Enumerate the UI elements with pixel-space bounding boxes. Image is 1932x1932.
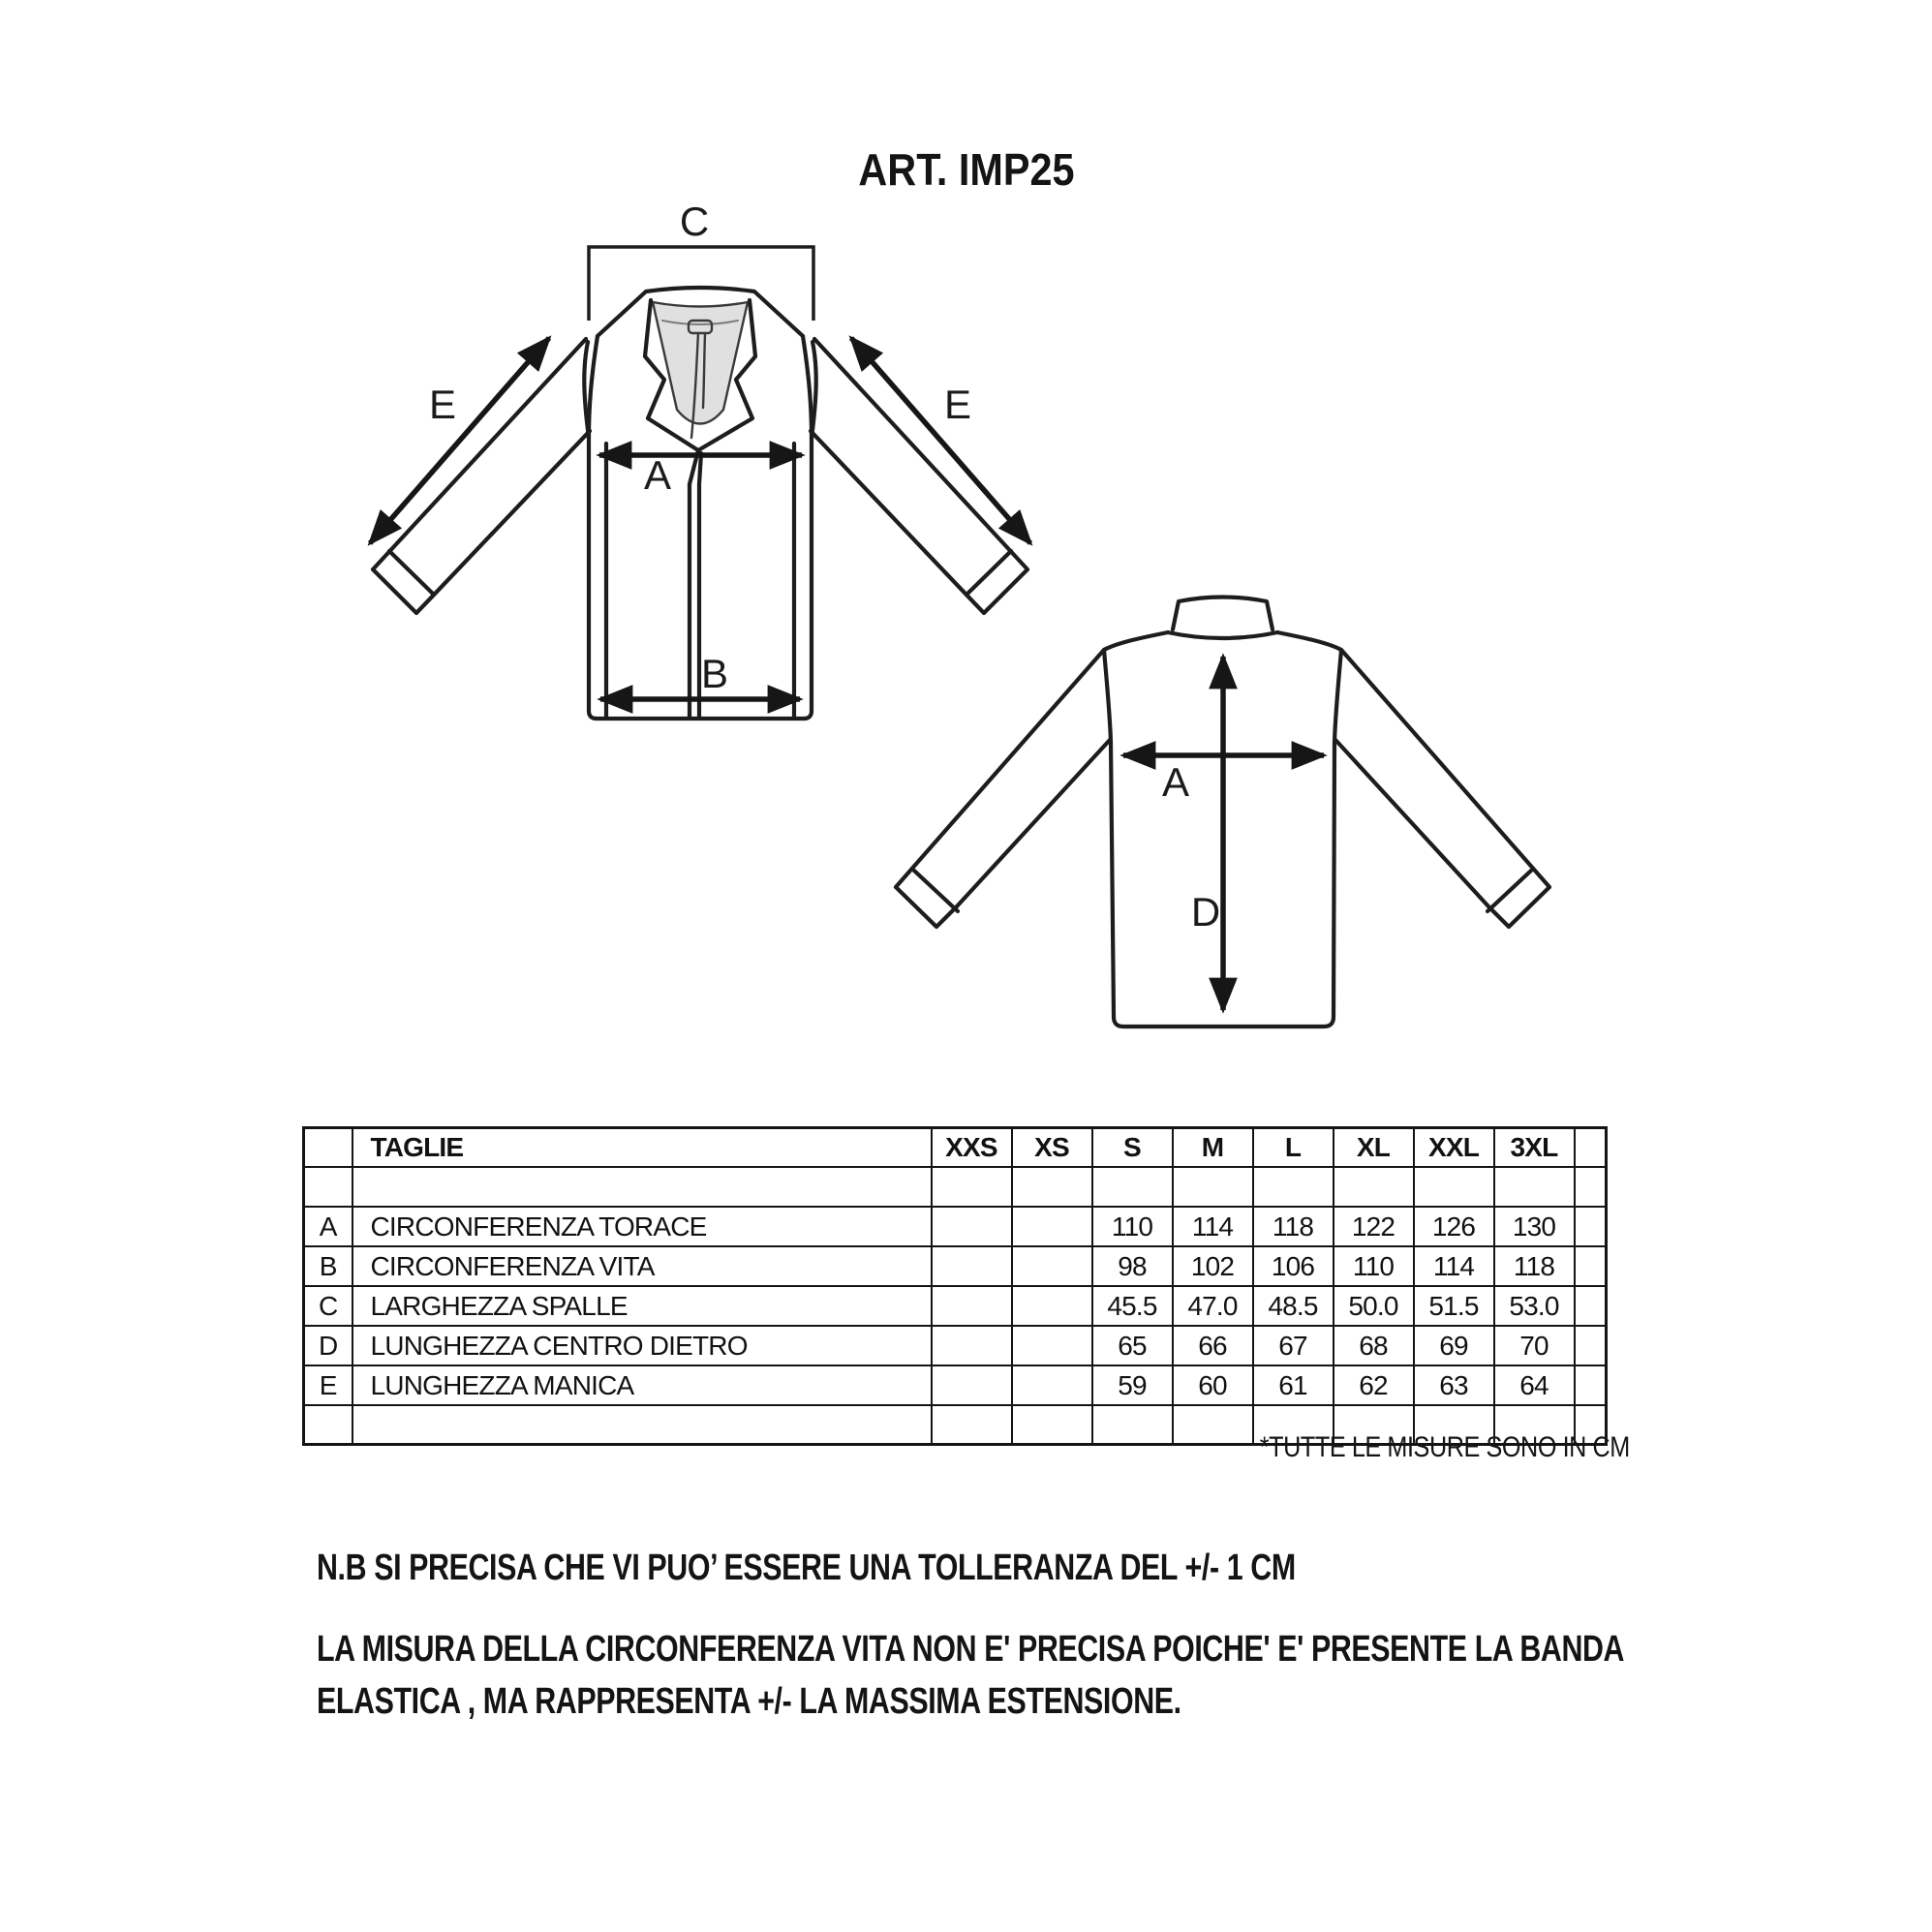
measure-value: 114 — [1414, 1246, 1494, 1286]
measure-label: LUNGHEZZA MANICA — [353, 1365, 932, 1405]
front-view-drawing — [370, 199, 1030, 719]
note-waist-line1: LA MISURA DELLA CIRCONFERENZA VITA NON E' PRECISA POICHE' E' PRESENTE LA BANDA — [317, 1629, 1625, 1670]
measure-value: 110 — [1334, 1246, 1414, 1286]
units-footnote: *TUTTE LE MISURE SONO IN CM — [1259, 1431, 1630, 1463]
column-header-empty — [1575, 1128, 1607, 1168]
sleeve-length-arrow-right — [851, 338, 1030, 543]
measure-value: 47.0 — [1173, 1286, 1253, 1326]
measure-letter: C — [304, 1286, 353, 1326]
measure-value: 53.0 — [1494, 1286, 1575, 1326]
front-sleeve-left — [373, 339, 590, 613]
spacer-cell — [932, 1405, 1012, 1445]
measure-value: 51.5 — [1414, 1286, 1494, 1326]
measure-value: 98 — [1092, 1246, 1173, 1286]
spacer-cell — [1414, 1167, 1494, 1207]
measure-value: 67 — [1253, 1326, 1334, 1365]
column-header-taglie: TAGLIE — [353, 1128, 932, 1168]
measure-value: 118 — [1253, 1207, 1334, 1246]
label-a-front: A — [643, 452, 672, 498]
column-header-empty — [304, 1128, 353, 1168]
measure-value: 68 — [1334, 1326, 1414, 1365]
measure-value: 60 — [1173, 1365, 1253, 1405]
table-row-c — [304, 1286, 1607, 1326]
column-header-size: XXS — [932, 1128, 1012, 1168]
measure-value: 66 — [1173, 1326, 1253, 1365]
measure-value: 48.5 — [1253, 1286, 1334, 1326]
measure-value: 130 — [1494, 1207, 1575, 1246]
measure-letter: D — [304, 1326, 353, 1365]
measure-value: 61 — [1253, 1365, 1334, 1405]
spacer-cell — [304, 1167, 353, 1207]
column-header-size: 3XL — [1494, 1128, 1575, 1168]
back-view-drawing — [896, 598, 1549, 1027]
sleeve-length-arrow-left — [370, 338, 549, 543]
measure-label: CIRCONFERENZA TORACE — [353, 1207, 932, 1246]
measure-label: CIRCONFERENZA VITA — [353, 1246, 932, 1286]
label-a-back: A — [1161, 759, 1190, 805]
table-row-b — [304, 1246, 1607, 1286]
measure-value: 102 — [1173, 1246, 1253, 1286]
spacer-cell — [1092, 1405, 1173, 1445]
spacer-cell — [1334, 1167, 1414, 1207]
spacer-cell — [1253, 1167, 1334, 1207]
measure-value — [1012, 1207, 1092, 1246]
measure-value: 65 — [1092, 1326, 1173, 1365]
column-header-size: XL — [1334, 1128, 1414, 1168]
label-c-front: C — [679, 199, 710, 244]
column-header-size: S — [1092, 1128, 1173, 1168]
measure-value — [1012, 1326, 1092, 1365]
measure-value — [932, 1326, 1012, 1365]
spacer-cell — [1092, 1167, 1173, 1207]
spacer-cell — [1575, 1167, 1607, 1207]
measure-value: 106 — [1253, 1246, 1334, 1286]
tail-cell — [1575, 1246, 1607, 1286]
measure-letter: A — [304, 1207, 353, 1246]
notes-block — [317, 1548, 1769, 1723]
front-sleeve-right — [811, 339, 1027, 613]
label-d-back: D — [1190, 889, 1221, 935]
spacer-cell — [1173, 1167, 1253, 1207]
table-row-e — [304, 1365, 1607, 1405]
measure-value: 63 — [1414, 1365, 1494, 1405]
back-collar — [1173, 598, 1273, 630]
measure-value: 50.0 — [1334, 1286, 1414, 1326]
spacer-cell — [353, 1167, 932, 1207]
measure-value: 62 — [1334, 1365, 1414, 1405]
measure-value — [932, 1207, 1012, 1246]
column-header-size: L — [1253, 1128, 1334, 1168]
note-waist-line2: ELASTICA , MA RAPPRESENTA +/- LA MASSIMA ESTENSIONE. — [317, 1681, 1181, 1722]
measure-value — [932, 1246, 1012, 1286]
measure-value — [1012, 1365, 1092, 1405]
note-tolerance: N.B SI PRECISA CHE VI PUO’ ESSERE UNA TOLLERANZA DEL +/- 1 CM — [317, 1548, 1296, 1588]
measure-letter: B — [304, 1246, 353, 1286]
table-row-a — [304, 1207, 1607, 1246]
measure-value: 110 — [1092, 1207, 1173, 1246]
size-table — [302, 1126, 1608, 1446]
spacer-cell — [353, 1405, 932, 1445]
table-row-d — [304, 1326, 1607, 1365]
measure-value — [932, 1365, 1012, 1405]
page-title: ART. IMP25 — [857, 144, 1075, 195]
measure-value — [932, 1286, 1012, 1326]
measure-label: LARGHEZZA SPALLE — [353, 1286, 932, 1326]
measure-value: 45.5 — [1092, 1286, 1173, 1326]
spacer-cell — [1173, 1405, 1253, 1445]
tail-cell — [1575, 1286, 1607, 1326]
measure-label: LUNGHEZZA CENTRO DIETRO — [353, 1326, 932, 1365]
tail-cell — [1575, 1207, 1607, 1246]
column-header-size: XXL — [1414, 1128, 1494, 1168]
column-header-size: XS — [1012, 1128, 1092, 1168]
label-b-front: B — [700, 651, 729, 696]
spacer-cell — [1012, 1405, 1092, 1445]
measure-value: 114 — [1173, 1207, 1253, 1246]
measure-value — [1012, 1286, 1092, 1326]
measure-value: 64 — [1494, 1365, 1575, 1405]
tail-cell — [1575, 1326, 1607, 1365]
spacer-cell — [1012, 1167, 1092, 1207]
measure-value: 59 — [1092, 1365, 1173, 1405]
label-e-right: E — [943, 382, 972, 427]
measure-value: 69 — [1414, 1326, 1494, 1365]
spacer-cell — [932, 1167, 1012, 1207]
measure-value — [1012, 1246, 1092, 1286]
measure-value: 126 — [1414, 1207, 1494, 1246]
size-table-body — [304, 1128, 1607, 1445]
measure-value: 70 — [1494, 1326, 1575, 1365]
column-header-size: M — [1173, 1128, 1253, 1168]
spacer-cell — [1494, 1167, 1575, 1207]
measure-value: 118 — [1494, 1246, 1575, 1286]
measure-letter: E — [304, 1365, 353, 1405]
label-e-left: E — [428, 382, 457, 427]
tail-cell — [1575, 1365, 1607, 1405]
spacer-cell — [304, 1405, 353, 1445]
measure-value: 122 — [1334, 1207, 1414, 1246]
